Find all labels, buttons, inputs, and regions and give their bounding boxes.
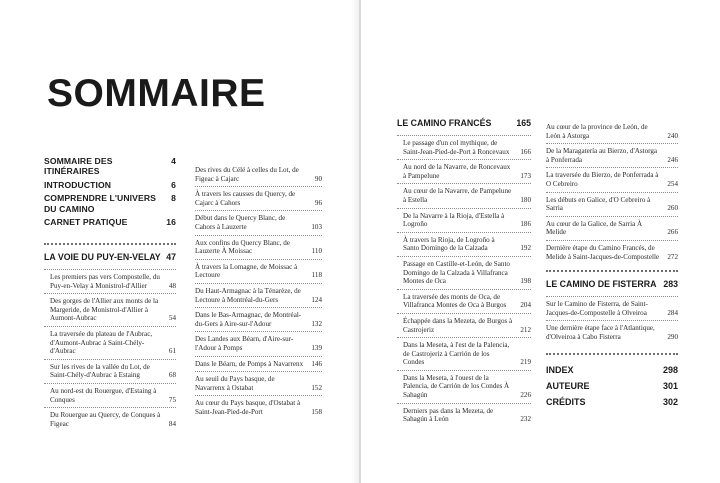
stage-title: Au cœur de la Galice, de Sarria À Melide <box>546 219 643 237</box>
spacer <box>44 229 176 243</box>
stage-page-number: 75 <box>168 395 176 404</box>
stage-page-number: 284 <box>667 308 678 317</box>
stage-page-number: 96 <box>314 198 322 207</box>
toc-back-matter-item[interactable] <box>546 395 678 411</box>
stage-title: Dans le Bas-Armagnac, de Montréal-du-Gers à Aire-sur-l'Adour <box>195 311 302 328</box>
stage-title: Les débuts en Galice, d'O Cebreiro à Sarria <box>546 195 651 213</box>
section-heading-page: 47 <box>166 252 176 262</box>
section-heading-fisterra[interactable] <box>546 272 678 296</box>
puy-stage-list-2 <box>195 163 322 419</box>
stage-page-number: 166 <box>520 147 531 156</box>
stage-title: De la Maragatería au Bierzo, d'Astorga à Ponferrada <box>546 147 658 164</box>
puy-stage-list-1 <box>44 270 176 431</box>
stage-page-number: 260 <box>667 204 678 213</box>
column-main <box>44 154 176 431</box>
stage-title: Début dans le Quercy Blanc, de Cahors à Lauzerte <box>195 214 286 231</box>
stage-title: La traversée du plateau de l'Aubrac, d'Aumont-Aubrac à Saint-Chély-d'Aubrac <box>50 329 153 356</box>
stage-page-number: 118 <box>311 271 322 280</box>
toc-main-page: 8 <box>171 193 176 203</box>
back-matter-label: AUTEURE <box>546 381 590 391</box>
stage-title: Sur le Camino de Fisterra, de Saint-Jacques-de-Compostelle à Olveiroa <box>546 300 648 317</box>
stage-title: Du Haut-Armagnac à la Ténarèze, de Lectoure à Montréal-du-Gers <box>195 286 301 304</box>
stage-title: La traversée des monts de Oca, de Villafranca Montes de Oca à Burgos <box>403 292 507 310</box>
stage-title: Au nord-est du Rouergue, d'Estaing à Conques <box>50 386 157 404</box>
stage-title: Au cœur du Pays basque, d'Ostabat à Saint-Jean-Pied-de-Port <box>195 399 301 416</box>
stage-title: À travers la Rioja, de Logroño à Santo Domingo de la Calzada <box>403 235 495 253</box>
section-heading-puy[interactable] <box>44 245 176 269</box>
toc-stage-entry[interactable] <box>195 211 322 234</box>
stage-title: Des gorges de l'Allier aux monts de la Margeride, de Monistrol-d'Allier à Aumont-Aubrac <box>50 297 159 323</box>
back-matter-label: CRÉDITS <box>546 397 586 407</box>
toc-stage-entry[interactable] <box>44 360 176 383</box>
section-divider <box>546 353 678 355</box>
stage-title: Les premiers pas vers Compostelle, du Puy-en-Velay à Monistrol-d'Allier <box>50 273 160 290</box>
toc-stage-entry[interactable] <box>195 332 322 355</box>
stage-page-number: 124 <box>311 295 322 304</box>
stage-title: Passage en Castille-et-León, de Santo Domingo de la Calzada à Villafranca Montes de Oca <box>403 259 510 286</box>
stage-page-number: 61 <box>168 347 176 356</box>
back-matter-page: 298 <box>662 365 678 375</box>
stage-page-number: 212 <box>520 325 531 334</box>
stage-page-number: 54 <box>168 314 176 323</box>
toc-stage-entry[interactable] <box>546 321 678 344</box>
toc-stage-entry[interactable] <box>44 384 176 407</box>
stage-page-number: 158 <box>311 407 322 416</box>
toc-stage-entry[interactable] <box>397 136 531 159</box>
stage-title: À travers la Lomagne, de Moissac à Lectoure <box>195 262 298 280</box>
toc-main-item[interactable] <box>44 216 176 230</box>
toc-stage-entry[interactable] <box>546 120 678 143</box>
toc-stage-entry[interactable] <box>546 217 678 240</box>
frances-stage-list-1 <box>397 136 531 427</box>
toc-main-item[interactable] <box>44 192 176 216</box>
toc-stage-entry[interactable] <box>195 308 322 331</box>
stage-page-number: 266 <box>667 228 678 237</box>
stage-page-number: 254 <box>667 179 678 188</box>
toc-stage-entry[interactable] <box>195 357 322 372</box>
section-heading-page: 283 <box>663 279 678 290</box>
toc-stage-entry[interactable] <box>195 372 322 395</box>
column-fisterra <box>546 120 678 411</box>
toc-stage-entry[interactable] <box>195 260 322 283</box>
stage-title: Derniers pas dans la Mezeta, de Sahagún à León <box>403 406 494 424</box>
toc-back-matter-item[interactable] <box>546 379 678 395</box>
stage-title: Des rives du Célé à celles du Lot, de Figeac à Cajarc <box>195 166 299 183</box>
page-gutter <box>359 0 361 483</box>
toc-stage-entry[interactable] <box>546 144 678 167</box>
toc-stage-entry[interactable] <box>546 168 678 191</box>
toc-stage-entry[interactable] <box>397 184 531 207</box>
toc-main-label: INTRODUCTION <box>44 179 112 190</box>
stage-page-number: 152 <box>311 383 322 392</box>
toc-stage-entry[interactable] <box>195 236 322 259</box>
back-matter-page: 301 <box>662 381 678 391</box>
toc-stage-entry[interactable] <box>397 371 531 403</box>
toc-stage-entry[interactable] <box>397 257 531 289</box>
toc-stage-entry[interactable] <box>397 314 531 337</box>
stage-page-number: 290 <box>667 332 678 341</box>
stage-title: Au cœur de la Navarre, de Pampelune à Estella <box>403 187 512 204</box>
stage-page-number: 132 <box>311 319 322 328</box>
page-title: SOMMAIRE <box>47 72 266 115</box>
toc-main-label: SOMMAIRE DES ITINÉRAIRES <box>44 155 113 176</box>
back-matter-label: INDEX <box>546 365 574 375</box>
toc-stage-entry[interactable] <box>195 284 322 307</box>
stage-page-number: 180 <box>520 195 531 204</box>
stage-page-number: 272 <box>667 252 678 261</box>
toc-stage-entry[interactable] <box>44 408 176 431</box>
gutter-shadow <box>351 0 359 483</box>
stage-title: Des Landes aux Béarn, d'Aire-sur-l'Adour à Pomps <box>195 335 294 352</box>
stage-title: Dans le Béarn, de Pomps à Navarrenx <box>195 359 304 368</box>
stage-title: La traversée du Bierzo, de Ponferrada à O Cebreiro <box>546 171 659 188</box>
fisterra-stage-list <box>546 297 678 344</box>
stage-title: Au cœur de la province de León, de León à Astorga <box>546 123 648 140</box>
back-matter-page: 302 <box>662 397 678 407</box>
stage-title: De la Navarre à la Rioja, d'Estella à Logroño <box>403 211 505 229</box>
toc-stage-entry[interactable] <box>546 297 678 320</box>
toc-stage-entry[interactable] <box>195 396 322 419</box>
toc-stage-entry[interactable] <box>397 160 531 183</box>
toc-stage-entry[interactable] <box>195 187 322 210</box>
stage-page-number: 103 <box>311 222 322 231</box>
toc-main-page: 4 <box>171 155 176 166</box>
section-heading-page: 165 <box>516 118 531 128</box>
stage-title: À travers les causses du Quercy, de Cajarc à Cahors <box>195 190 296 207</box>
stage-page-number: 198 <box>520 277 531 286</box>
stage-page-number: 90 <box>314 174 322 183</box>
toc-stage-entry[interactable] <box>44 294 176 326</box>
toc-main-page: 6 <box>171 179 176 190</box>
toc-back-matter-item[interactable] <box>546 363 678 379</box>
section-heading-label: LE CAMINO FRANCÉS <box>397 118 492 128</box>
stage-page-number: 226 <box>520 391 531 400</box>
stage-title: Au nord de la Navarre, de Roncevaux à Pampelune <box>403 163 511 180</box>
section-heading-label: LE CAMINO DE FISTERRA <box>546 279 657 290</box>
section-heading-label: LA VOIE DU PUY-EN-VELAY <box>44 252 161 262</box>
stage-page-number: 110 <box>311 247 322 256</box>
stage-page-number: 68 <box>168 371 176 380</box>
toc-main-item[interactable] <box>44 178 176 192</box>
toc-stage-entry[interactable] <box>44 270 176 293</box>
column-frances <box>397 118 531 427</box>
stage-page-number: 139 <box>311 343 322 352</box>
toc-stage-entry[interactable] <box>44 327 176 359</box>
stage-page-number: 84 <box>168 419 176 428</box>
toc-stage-entry[interactable] <box>397 209 531 232</box>
stage-title: Une dernière étape face à l'Atlantique, d'Olveiroa à Cabo Fisterra <box>546 324 655 341</box>
stage-page-number: 204 <box>520 301 531 310</box>
stage-title: Au seuil du Pays basque, de Navarrenx à Ostabat <box>195 375 275 392</box>
column-puy-continued <box>195 163 322 419</box>
toc-main-label: COMPRENDRE L'UNIVERS DU CAMINO <box>44 193 156 214</box>
back-matter-list <box>546 363 678 411</box>
stage-page-number: 192 <box>520 244 531 253</box>
toc-stage-entry[interactable] <box>546 241 678 264</box>
stage-page-number: 146 <box>311 359 322 368</box>
stage-page-number: 246 <box>667 155 678 164</box>
toc-stage-entry[interactable] <box>546 193 678 216</box>
toc-stage-entry[interactable] <box>397 404 531 427</box>
stage-page-number: 186 <box>520 220 531 229</box>
toc-main-label: CARNET PRATIQUE <box>44 217 128 227</box>
stage-title: Du Rouergue au Quercy, de Conques à Figeac <box>50 411 161 428</box>
stage-page-number: 232 <box>520 415 531 424</box>
toc-stage-entry[interactable] <box>397 290 531 313</box>
toc-main-page: 16 <box>166 217 176 227</box>
toc-main-item[interactable] <box>44 154 176 178</box>
stage-title: Dans la Meseta, à l'est de la Palencia, de Castrojeriz à Carrión de los Condes <box>403 341 510 367</box>
stage-title: Échappée dans la Mezeta, de Burgos à Castrojeriz <box>403 316 513 334</box>
stage-title: Sur les rives de la vallée du Lot, de Saint-Chély-d'Aubrac à Estaing <box>50 362 150 380</box>
toc-stage-entry[interactable] <box>397 338 531 370</box>
stage-page-number: 219 <box>520 358 531 367</box>
section-heading-frances[interactable] <box>397 118 531 135</box>
frances-stage-list-2 <box>546 120 678 264</box>
stage-title: Aux confins du Quercy Blanc, de Lauzerte À Moissac <box>195 238 290 256</box>
stage-page-number: 173 <box>520 171 531 180</box>
stage-title: Dans la Meseta, à l'ouest de la Palencia, de Carrión de los Condes À Sahagún <box>403 373 510 400</box>
toc-stage-entry[interactable] <box>397 233 531 256</box>
stage-title: Dernière étape du Camino Francés, de Melide à Saint-Jacques-de-Compostelle <box>546 243 660 261</box>
toc-stage-entry[interactable] <box>195 163 322 186</box>
stage-page-number: 48 <box>168 281 176 290</box>
stage-page-number: 240 <box>667 131 678 140</box>
stage-title: Le passage d'un col mythique, de Saint-Jean-Pied-de-Port à Roncevaux <box>403 139 510 156</box>
